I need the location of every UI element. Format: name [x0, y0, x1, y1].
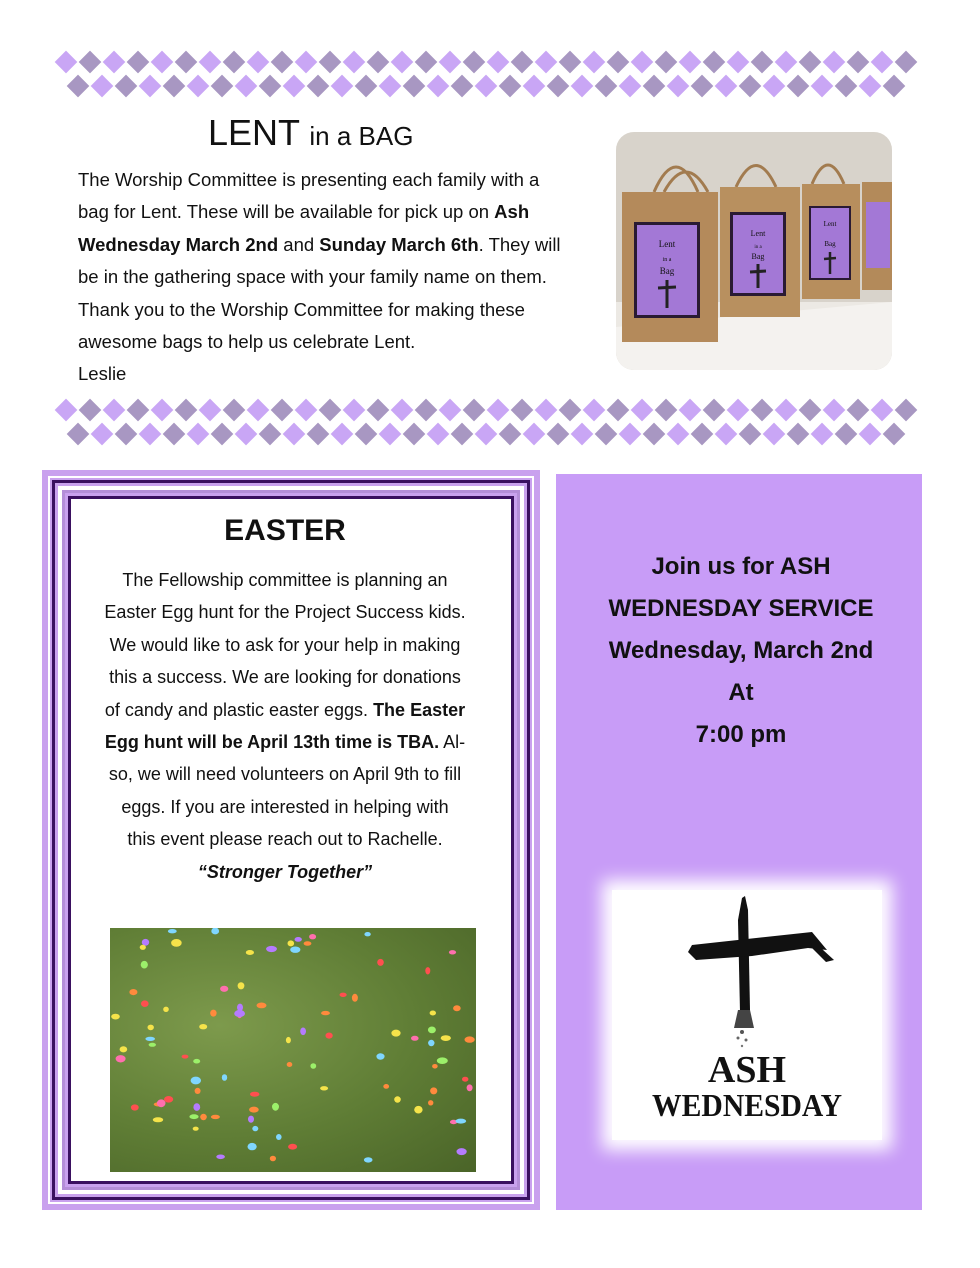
egg-shape — [199, 1024, 207, 1029]
egg-shape — [465, 1036, 475, 1042]
diamond-shape — [331, 75, 354, 98]
egg-shape — [295, 937, 302, 942]
egg-shape — [250, 1092, 259, 1097]
diamond-shape — [199, 399, 222, 422]
diamond-shape — [631, 51, 654, 74]
egg-shape — [462, 1077, 468, 1082]
diamond-shape — [739, 423, 762, 446]
egg-shape — [394, 1096, 401, 1102]
diamond-shape — [367, 51, 390, 74]
egg-shape — [288, 940, 295, 946]
diamond-shape — [415, 399, 438, 422]
diamond-shape — [463, 399, 486, 422]
diamond-shape — [583, 51, 606, 74]
diamond-shape — [859, 75, 882, 98]
diamond-shape — [415, 51, 438, 74]
easter-motto: “Stronger Together” — [197, 861, 373, 882]
easter-title: EASTER — [224, 514, 346, 547]
egg-shape — [286, 1037, 291, 1043]
diamond-shape — [847, 51, 870, 74]
diamond-shape — [211, 75, 234, 98]
easter-eggs-photo — [110, 928, 476, 1172]
diamond-shape — [79, 399, 102, 422]
egg-shape — [220, 986, 228, 992]
diamond-shape — [739, 75, 762, 98]
diamond-shape — [175, 399, 198, 422]
diamond-shape — [235, 75, 258, 98]
diamond-shape — [751, 399, 774, 422]
diamond-shape — [619, 75, 642, 98]
egg-shape — [377, 959, 384, 966]
diamond-shape — [355, 75, 378, 98]
egg-shape — [411, 1036, 419, 1041]
diamond-shape — [763, 423, 786, 446]
diamond-shape — [451, 423, 474, 446]
diamond-shape — [571, 75, 594, 98]
diamond-shape — [271, 51, 294, 74]
lent-article-body: The Worship Committee is presenting each family with a bag for Lent. These will be available for pick up on Ash Wednesday March 2nd and Sunday March 6th. They will be in the gathering space with your family name on them. Thank you to the Worship Committee for making these awesome bags to help us celebrate Lent. Leslie — [78, 164, 618, 391]
lent-title: LENT in a BAG — [208, 112, 414, 153]
egg-shape — [441, 1035, 451, 1041]
diamond-shape — [463, 51, 486, 74]
diamond-shape — [631, 399, 654, 422]
egg-shape — [140, 945, 146, 950]
egg-shape — [248, 1143, 257, 1150]
ash-wednesday-logo — [612, 890, 882, 1140]
egg-shape — [189, 1114, 198, 1119]
egg-shape — [141, 961, 148, 969]
egg-shape — [453, 1005, 461, 1011]
diamond-shape — [547, 423, 570, 446]
diamond-shape — [691, 423, 714, 446]
diamond-shape — [175, 51, 198, 74]
diamond-shape — [475, 75, 498, 98]
diamond-shape — [391, 51, 414, 74]
ash-wednesday-announcement: Join us for ASH WEDNESDAY SERVICE Wednesday, March 2nd At 7:00 pm — [608, 553, 874, 748]
svg-text:ASH: ASH — [707, 1049, 787, 1091]
diamond-shape — [727, 399, 750, 422]
egg-shape — [432, 1064, 438, 1069]
diamond-border-bottom — [58, 398, 920, 446]
diamond-shape — [379, 75, 402, 98]
egg-shape — [364, 932, 370, 936]
diamond-shape — [199, 51, 222, 74]
diamond-shape — [127, 51, 150, 74]
egg-shape — [252, 1126, 258, 1131]
diamond-shape — [763, 75, 786, 98]
egg-shape — [249, 1107, 259, 1113]
egg-shape — [449, 950, 456, 954]
diamond-shape — [703, 399, 726, 422]
egg-shape — [193, 1127, 199, 1131]
diamond-shape — [115, 75, 138, 98]
diamond-shape — [211, 423, 234, 446]
egg-shape — [414, 1106, 422, 1114]
egg-shape — [309, 934, 316, 939]
diamond-shape — [79, 51, 102, 74]
diamond-shape — [91, 423, 114, 446]
diamond-shape — [703, 51, 726, 74]
diamond-shape — [511, 399, 534, 422]
diamond-shape — [811, 75, 834, 98]
egg-shape — [340, 993, 347, 997]
diamond-shape — [379, 423, 402, 446]
diamond-shape — [871, 399, 894, 422]
egg-shape — [193, 1103, 200, 1111]
diamond-shape — [655, 51, 678, 74]
egg-shape — [430, 1087, 437, 1094]
egg-shape — [210, 1010, 216, 1017]
egg-shape — [425, 967, 430, 974]
diamond-shape — [643, 75, 666, 98]
egg-shape — [321, 1011, 330, 1015]
diamond-shape — [223, 399, 246, 422]
diamond-shape — [715, 423, 738, 446]
svg-text:Lent: Lent — [750, 229, 766, 238]
diamond-shape — [367, 399, 390, 422]
svg-text:WEDNESDAY: WEDNESDAY — [652, 1087, 842, 1123]
diamond-shape — [91, 75, 114, 98]
diamond-shape — [679, 399, 702, 422]
diamond-shape — [799, 399, 822, 422]
diamond-shape — [535, 51, 558, 74]
egg-shape — [238, 982, 245, 989]
diamond-shape — [679, 51, 702, 74]
egg-shape — [168, 929, 177, 933]
egg-shape — [182, 1055, 189, 1059]
egg-shape — [430, 1011, 436, 1016]
diamond-shape — [715, 75, 738, 98]
egg-shape — [428, 1040, 434, 1046]
diamond-shape — [427, 423, 450, 446]
egg-shape — [163, 1007, 169, 1012]
diamond-shape — [667, 75, 690, 98]
diamond-shape — [307, 423, 330, 446]
diamond-shape — [595, 75, 618, 98]
diamond-shape — [139, 75, 162, 98]
diamond-shape — [835, 423, 858, 446]
egg-shape — [171, 939, 182, 947]
diamond-shape — [487, 51, 510, 74]
egg-shape — [266, 946, 277, 952]
egg-shape — [320, 1086, 328, 1090]
diamond-shape — [235, 423, 258, 446]
egg-shape — [195, 1088, 201, 1094]
svg-text:Lent: Lent — [823, 220, 837, 228]
egg-shape — [287, 1062, 293, 1067]
svg-text:Bag: Bag — [659, 266, 675, 276]
egg-shape — [383, 1084, 389, 1089]
easter-article-body: The Fellowship committee is planning an Easter Egg hunt for the Project Success kids. We would like to ask for your help in making this a success. We are looking for donations of candy and plastic easter eggs. The Easter Egg hunt will be April 13th time is TBA. Al- so, we will need volunteers on April 9th to fill eggs. If you are interested in helping with this event please reach out to Rachelle. “Stronger Together” — [78, 564, 492, 888]
egg-shape — [153, 1117, 163, 1122]
diamond-shape — [67, 423, 90, 446]
egg-shape — [248, 1116, 254, 1123]
diamond-shape — [523, 75, 546, 98]
diamond-shape — [403, 423, 426, 446]
diamond-shape — [151, 51, 174, 74]
diamond-shape — [691, 75, 714, 98]
diamond-shape — [859, 423, 882, 446]
diamond-shape — [499, 423, 522, 446]
diamond-shape — [871, 51, 894, 74]
egg-shape — [457, 1148, 467, 1155]
egg-shape — [164, 1096, 173, 1103]
egg-shape — [211, 928, 219, 934]
egg-shape — [142, 939, 149, 946]
diamond-shape — [895, 399, 918, 422]
diamond-shape — [139, 423, 162, 446]
egg-shape — [129, 989, 137, 995]
diamond-shape — [511, 51, 534, 74]
diamond-shape — [151, 399, 174, 422]
egg-shape — [145, 1037, 155, 1041]
diamond-shape — [607, 399, 630, 422]
diamond-shape — [475, 423, 498, 446]
diamond-shape — [835, 75, 858, 98]
egg-shape — [391, 1030, 400, 1037]
diamond-shape — [535, 399, 558, 422]
egg-shape — [270, 1156, 276, 1162]
diamond-shape — [259, 75, 282, 98]
egg-shape — [304, 941, 312, 946]
diamond-shape — [439, 51, 462, 74]
diamond-shape — [163, 423, 186, 446]
diamond-shape — [799, 51, 822, 74]
egg-shape — [290, 947, 300, 953]
diamond-shape — [775, 399, 798, 422]
diamond-shape — [667, 423, 690, 446]
diamond-shape — [259, 423, 282, 446]
diamond-shape — [319, 51, 342, 74]
diamond-shape — [823, 51, 846, 74]
diamond-border-top — [58, 50, 920, 98]
egg-shape — [456, 1119, 467, 1124]
diamond-shape — [607, 51, 630, 74]
egg-shape — [141, 1000, 149, 1007]
diamond-shape — [283, 423, 306, 446]
diamond-shape — [343, 399, 366, 422]
diamond-shape — [115, 423, 138, 446]
diamond-shape — [895, 51, 918, 74]
diamond-shape — [751, 51, 774, 74]
diamond-shape — [727, 51, 750, 74]
diamond-shape — [187, 423, 210, 446]
diamond-shape — [523, 423, 546, 446]
egg-shape — [193, 1059, 200, 1064]
diamond-shape — [223, 51, 246, 74]
egg-shape — [288, 1144, 297, 1150]
diamond-shape — [427, 75, 450, 98]
diamond-shape — [883, 423, 906, 446]
diamond-shape — [67, 75, 90, 98]
diamond-shape — [103, 399, 126, 422]
diamond-shape — [343, 51, 366, 74]
diamond-shape — [619, 423, 642, 446]
diamond-shape — [595, 423, 618, 446]
lent-bags-photo — [616, 132, 892, 370]
egg-shape — [200, 1114, 207, 1120]
egg-shape — [300, 1028, 306, 1036]
egg-shape — [149, 1043, 156, 1047]
diamond-shape — [283, 75, 306, 98]
diamond-shape — [823, 399, 846, 422]
diamond-shape — [355, 423, 378, 446]
egg-shape — [326, 1033, 333, 1039]
diamond-shape — [547, 75, 570, 98]
diamond-shape — [847, 399, 870, 422]
diamond-shape — [127, 399, 150, 422]
egg-shape — [310, 1063, 316, 1069]
diamond-shape — [787, 423, 810, 446]
egg-shape — [116, 1055, 126, 1062]
diamond-shape — [391, 399, 414, 422]
diamond-shape — [571, 423, 594, 446]
diamond-shape — [439, 399, 462, 422]
egg-shape — [191, 1077, 201, 1085]
diamond-shape — [247, 51, 270, 74]
diamond-shape — [307, 75, 330, 98]
diamond-shape — [55, 399, 78, 422]
egg-shape — [148, 1025, 154, 1031]
diamond-shape — [403, 75, 426, 98]
diamond-shape — [499, 75, 522, 98]
egg-shape — [216, 1155, 225, 1160]
diamond-shape — [163, 75, 186, 98]
diamond-shape — [655, 399, 678, 422]
diamond-shape — [787, 75, 810, 98]
diamond-shape — [55, 51, 78, 74]
egg-shape — [272, 1103, 279, 1111]
cross-icon — [688, 896, 834, 1047]
egg-shape — [157, 1099, 166, 1107]
diamond-shape — [583, 399, 606, 422]
diamond-shape — [187, 75, 210, 98]
diamond-shape — [811, 423, 834, 446]
diamond-shape — [319, 399, 342, 422]
egg-shape — [257, 1003, 267, 1009]
svg-text:Lent: Lent — [658, 239, 676, 249]
egg-shape — [467, 1084, 473, 1091]
lent-signature: Leslie — [78, 363, 127, 385]
egg-shape — [428, 1100, 433, 1105]
diamond-shape — [643, 423, 666, 446]
egg-shape — [437, 1057, 448, 1064]
diamond-shape — [775, 51, 798, 74]
egg-shape — [276, 1134, 282, 1140]
diamond-shape — [331, 423, 354, 446]
egg-shape — [376, 1053, 384, 1059]
egg-shape — [234, 1010, 245, 1017]
diamond-shape — [559, 51, 582, 74]
diamond-shape — [103, 51, 126, 74]
egg-shape — [364, 1157, 373, 1162]
diamond-shape — [295, 399, 318, 422]
diamond-shape — [451, 75, 474, 98]
egg-shape — [246, 950, 254, 955]
diamond-shape — [559, 399, 582, 422]
egg-shape — [111, 1014, 120, 1020]
diamond-shape — [295, 51, 318, 74]
diamond-shape — [487, 399, 510, 422]
diamond-shape — [883, 75, 906, 98]
egg-shape — [131, 1104, 139, 1110]
diamond-shape — [247, 399, 270, 422]
diamond-shape — [271, 399, 294, 422]
svg-text:Bag: Bag — [824, 240, 836, 248]
svg-text:in a: in a — [662, 257, 672, 263]
svg-text:Bag: Bag — [751, 252, 765, 261]
egg-shape — [352, 994, 358, 1002]
egg-shape — [428, 1027, 436, 1034]
egg-shape — [211, 1115, 220, 1119]
svg-text:in a: in a — [754, 245, 762, 250]
egg-shape — [120, 1046, 128, 1052]
egg-shape — [222, 1074, 227, 1081]
